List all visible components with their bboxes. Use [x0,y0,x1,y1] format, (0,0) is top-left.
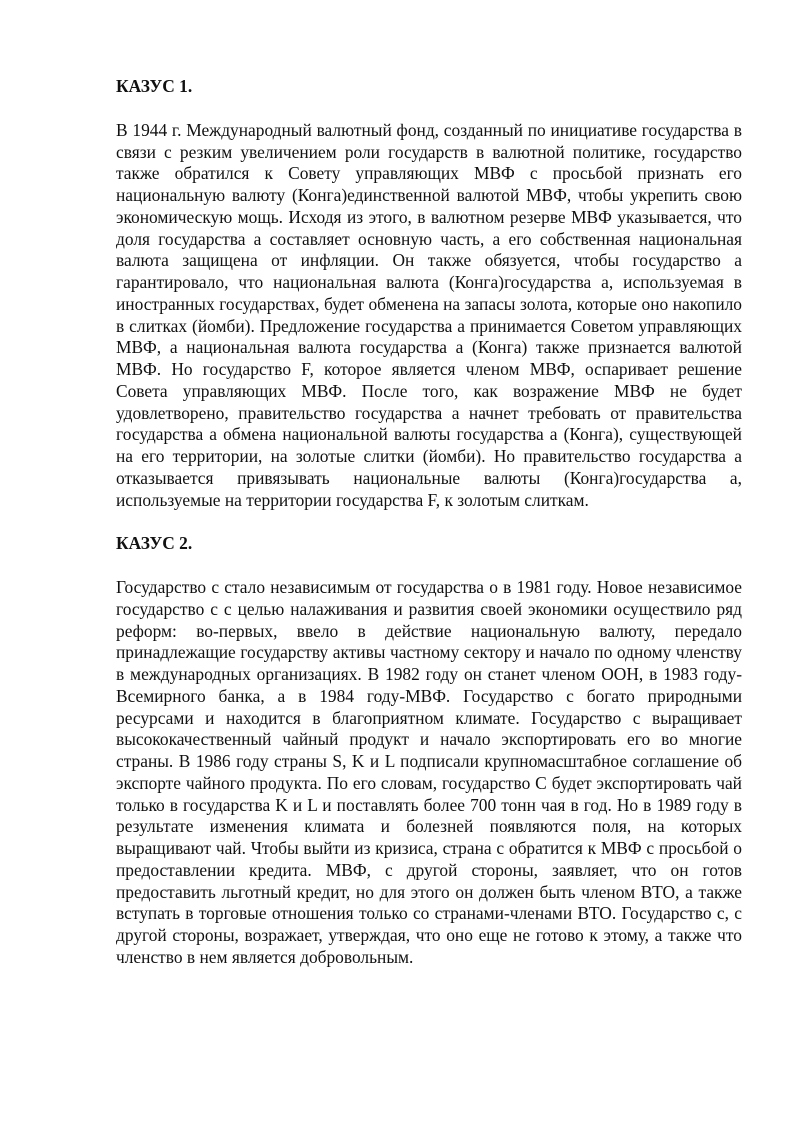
case-1-heading: КАЗУС 1. [116,76,193,96]
case-2-heading: КАЗУС 2. [116,533,193,554]
document-body [116,76,742,969]
case-1-text: В 1944 г. Международный валютный фонд, созданный по инициативе государства в связи с резким увеличением роли государств в валютной политике, государство также обратился к Совету управляющих МВФ с просьбой признать его национальную валюту (Конга)единственной валютой МВФ, чтобы укрепить свою экономическую мощь. Исходя из этого, в валютном резерве МВФ указывается, что доля государства а составляет основную часть, а его собственная национальная валюта защищена от инфляции. Он также обязуется, чтобы государство а гарантировало, что национальная валюта (Конга)государства а, используемая в иностранных государствах, будет обменена на запасы золота, которые оно накопило в слитках (йомби). Предложение государства а принимается Советом управляющих МВФ, а национальная валюта государства а (Конга) также признается валютой МВФ. Но государство F, которое является членом МВФ, оспаривает решение Совета управляющих МВФ. После того, как возражение МВФ не будет удовлетворено, правительство государства а начнет требовать от правительства государства а обмена национальной валюты государства а (Конга), существующей на его территории, на золотые слитки (йомби). Но правительство государства а отказывается привязывать национальные валюты (Конга)государства а, используемые на территории государства F, к золотым слиткам. [116,119,742,510]
case-2-text: Государство с стало независимым от государства о в 1981 году. Новое независимое государство с с целью налаживания и развития своей экономики осуществило ряд реформ: во-первых, ввело в действие национальную валюту, передало принадлежащие государству активы частному сектору и начало по одному членству в международных организациях. В 1982 году он станет членом ООН, в 1983 году-Всемирного банка, а в 1984 году-МВФ. Государство с богато природными ресурсами и находится в благоприятном климате. Государство с выращивает высококачественный чайный продукт и начало экспортировать его во многие страны. В 1986 году страны S, K и L подписали крупномасштабное соглашение об экспорте чайного продукта. По его словам, государство С будет экспортировать чай только в государства K и L и поставлять более 700 тонн чая в год. Но в 1989 году в результате изменения климата и болезней появляются поля, на которых выращивают чай. Чтобы выйти из кризиса, страна с обратится к МВФ с просьбой о предоставлении кредита. МВФ, с другой стороны, заявляет, что он готов предоставить льготный кредит, но для этого он должен быть членом ВТО, а также вступать в торговые отношения только со странами-членами ВТО. Государство с, с другой стороны, возражает, утверждая, что оно еще не готово к этому, а также что членство в нем является добровольным. [116,577,742,967]
